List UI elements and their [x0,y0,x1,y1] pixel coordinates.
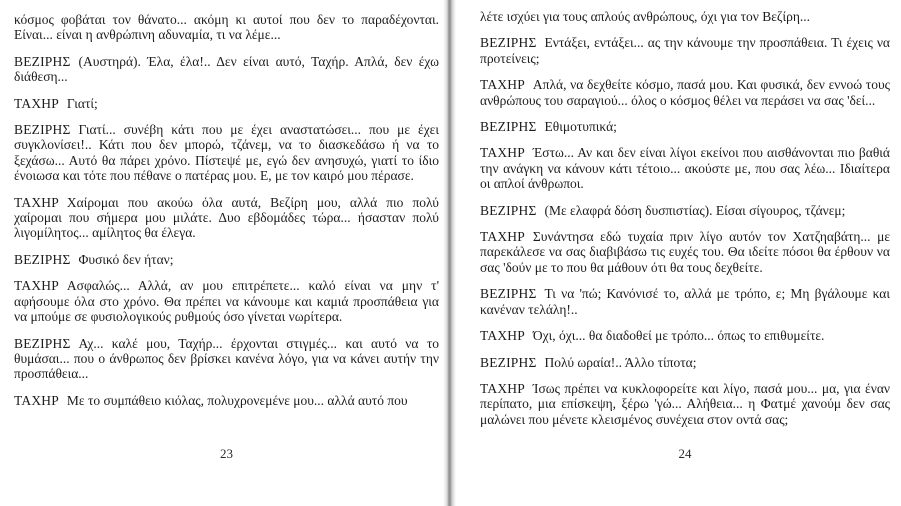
speaker-label: ΒΕΖΙΡΗΣ [480,354,537,370]
dialogue-text: Τι να 'πώ; Κανόνισέ το, αλλά με τρόπο, ε; Μη βγάλουμε και κανέναν τελάλη!.. [480,286,890,317]
speaker-label: ΒΕΖΙΡΗΣ [14,335,71,351]
dialogue-text: Χαίρομαι που ακούω όλα αυτά, Βεζίρη μου, αλλά πιο πολύ χαίρομαι που σήμερα μου μιλάτε. Δυο εβδομάδες τώρα... ήσασταν πολύ λιγομίλητος... αμίλητος θα έλεγα. [14,194,439,241]
speaker-label: ΤΑΧΗΡ [14,392,59,408]
paragraph [14,96,439,111]
dialogue-text: Έστω... Αν και δεν είναι λίγοι εκείνοι που αισθάνονται πιο βαθιά την ανάγκη να κάνουν κάτι τέτοιο... ακούστε με, που σας λέω... Ιδιαίτερα οι απλοί άνθρωποι. [480,145,890,192]
speaker-label: ΤΑΧΗΡ [14,278,59,294]
speaker-label: ΤΑΧΗΡ [14,95,59,111]
speaker-label: ΤΑΧΗΡ [480,328,525,344]
page-left-text-block [14,12,439,419]
paragraph [480,119,890,134]
dialogue-text: Εθιμοτυπικά; [544,119,617,135]
dialogue-text: Ίσως πρέπει να κυκλοφορείτε και λίγο, πασά μου... μα, για έναν περίπατο, μια επίσκεψη, ξέρω 'γώ... Αλήθεια... η Φατμέ χανούμ δεν σας μαλώνει που μένετε κλεισμένος συνέχεια στον οντά σας; [480,380,890,427]
paragraph [14,393,439,408]
page-right-text-block [480,9,890,438]
speaker-label: ΤΑΧΗΡ [480,77,525,93]
paragraph [480,328,890,343]
dialogue-text: Πολύ ωραία!.. Άλλο τίποτα; [544,354,697,370]
paragraph [14,252,439,267]
dialogue-text: Εντάξει, εντάξει... ας την κάνουμε την προσπάθεια. Τι έχεις να προτείνεις; [480,35,890,66]
dialogue-text: (Με ελαφρά δόση δυσπιστίας). Είσαι σίγουρος, τζάνεμ; [544,202,846,218]
speaker-label: ΤΑΧΗΡ [480,380,525,396]
speaker-label: ΒΕΖΙΡΗΣ [480,202,537,218]
paragraph [480,355,890,370]
dialogue-text: κόσμος φοβάται τον θάνατο... ακόμη κι αυτοί που δεν το παραδέχονται. Είναι... είναι η ανθρώπινη αδυναμία, τι να λέμε... [14,12,439,43]
paragraph [480,145,890,191]
paragraph [14,278,439,324]
speaker-label: ΤΑΧΗΡ [480,145,525,161]
speaker-label: ΒΕΖΙΡΗΣ [14,251,71,267]
dialogue-text: Ασφαλώς... Αλλά, αν μου επιτρέπετε... καλό είναι να μην τ' αφήσουμε όλα στο χρόνο. Θα πρέπει να κάνουμε και καμιά προσπάθεια για να μπούμε σε φυσιολογικούς ρυθμούς όσο γίνεται νωρίτερα. [14,278,439,325]
paragraph [480,9,890,24]
paragraph [14,54,439,85]
dialogue-text: Γιατί... συνέβη κάτι που με έχει αναστατώσει... που με έχει συγκλονίσει!.. Κάτι που δεν μπορώ, τζάνεμ, να το διασκεδάσω ή να το ξεχάσω... Αυτό θα πάρει χρόνο. Πίστεψέ με, εγώ δεν ανησυχώ, γιατί το ίδιο ένοιωσα και τότε που πέθανε ο πατέρας μου. Ε, με τον καιρό μου πέρασε. [14,122,439,184]
speaker-label: ΒΕΖΙΡΗΣ [14,122,71,138]
dialogue-text: Γιατί; [66,95,98,111]
page-gutter-divider [443,0,456,506]
paragraph [14,195,439,241]
dialogue-text: Όχι, όχι... θα διαδοθεί με τρόπο... όπως το επιθυμείτε. [532,328,825,344]
dialogue-text: Με το συμπάθειο κιόλας, πολυχρονεμένε μου... αλλά αυτό που [66,392,408,408]
speaker-label: ΒΕΖΙΡΗΣ [480,35,537,51]
dialogue-text: (Αυστηρά). Έλα, έλα!.. Δεν είναι αυτό, Ταχήρ. Απλά, δεν έχω διάθεση... [14,53,439,85]
speaker-label: ΒΕΖΙΡΗΣ [480,286,537,302]
paragraph [480,286,890,317]
page-left [14,0,439,506]
speaker-label: ΒΕΖΙΡΗΣ [480,119,537,135]
page-right [480,0,890,506]
dialogue-text: λέτε ισχύει για τους απλούς ανθρώπους, όχι για τον Βεζίρη... [480,9,811,24]
paragraph [480,229,890,275]
dialogue-text: Φυσικό δεν ήταν; [78,251,174,267]
paragraph [480,203,890,218]
speaker-label: ΤΑΧΗΡ [480,229,525,245]
page-number-left: 23 [220,446,233,461]
paragraph [14,12,439,43]
dialogue-text: Συνάντησα εδώ τυχαία πριν λίγο αυτόν τον Χατζηαβάτη... με παρεκάλεσε να σας διαβιβάσω τις ευχές του. Θα ιδείτε πόσοι θα έρθουν να σας 'δούν με το που θα μάθουν ότι θα τους δεχθείτε. [480,229,890,275]
dialogue-text: Αχ... καλέ μου, Ταχήρ... έρχονται στιγμές... και αυτό να το θυμάσαι... που ο άνθρωπος δεν βρίσκει κανένα λόγο, για να κάνει αυτήν την προσπάθεια... [14,335,439,382]
paragraph [14,122,439,184]
page-number-right: 24 [678,446,692,461]
speaker-label: ΒΕΖΙΡΗΣ [14,53,71,69]
paragraph [480,381,890,427]
paragraph [480,35,890,66]
speaker-label: ΤΑΧΗΡ [14,194,59,210]
paragraph [480,77,890,108]
paragraph [14,336,439,382]
dialogue-text: Απλά, να δεχθείτε κόσμο, πασά μου. Και φυσικά, δεν εννοώ τους ανθρώπους του σαραγιού... όλος ο κόσμος θέλει να περάσει να σας 'δεί... [480,77,890,108]
